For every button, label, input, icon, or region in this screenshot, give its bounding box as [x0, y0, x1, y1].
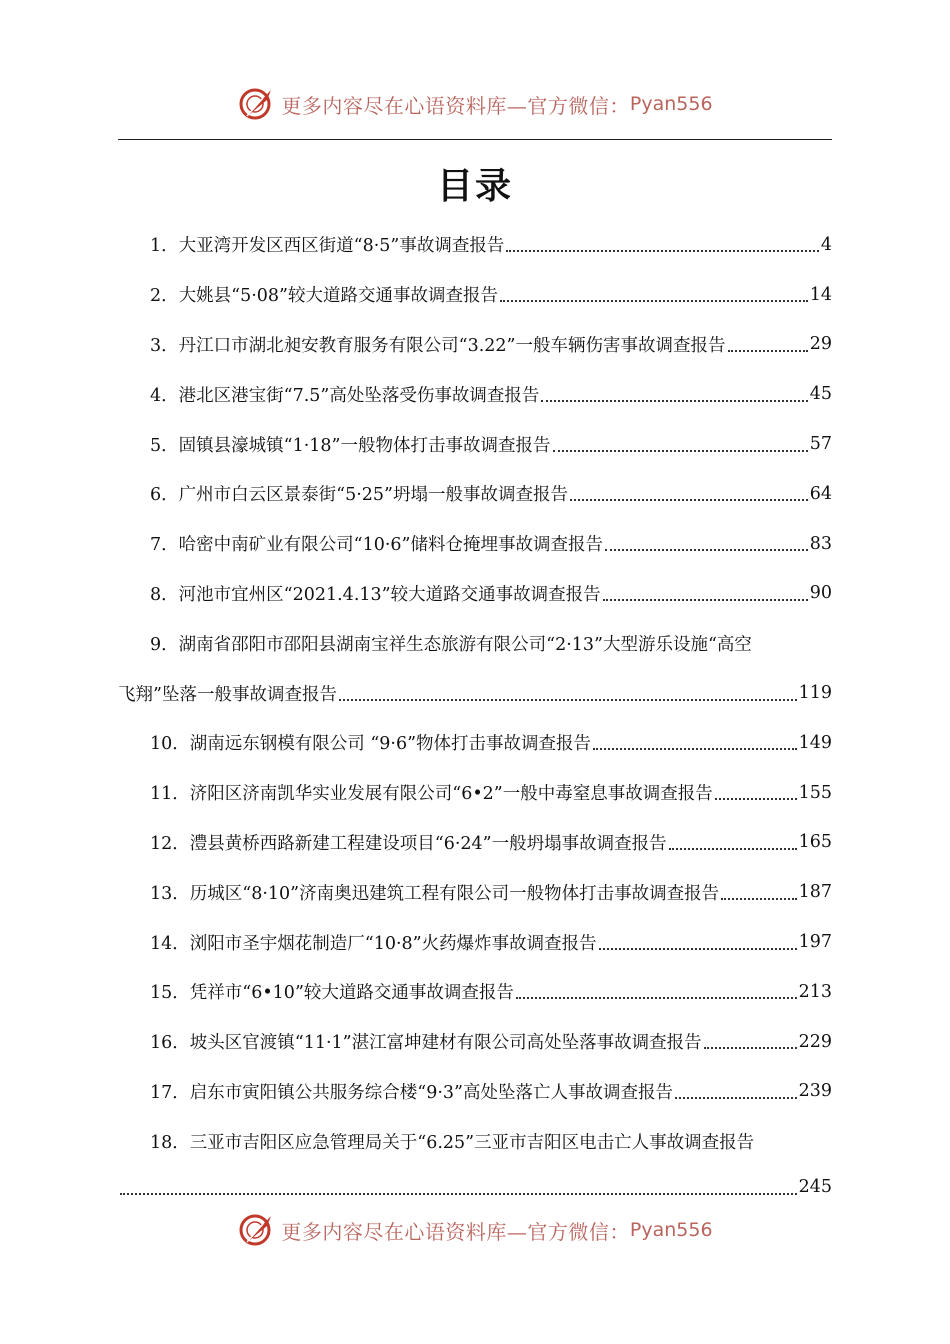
toc-entry[interactable]	[118, 1116, 832, 1166]
toc-page-number: 119	[798, 683, 832, 704]
header-banner-id: Pyan556	[629, 93, 713, 115]
toc-entry[interactable]	[118, 967, 832, 1017]
toc-leader-dots	[715, 797, 797, 800]
toc-page-number: 229	[798, 1031, 832, 1052]
header-banner-text: 更多内容尽在心语资料库—官方微信：	[281, 93, 630, 118]
toc-entry[interactable]	[118, 369, 832, 419]
toc-entry[interactable]	[118, 718, 832, 768]
toc-leader-dots	[593, 747, 797, 750]
toc-leader-dots	[704, 1046, 797, 1049]
toc-leader-dots	[675, 1096, 797, 1099]
toc-page-number: 57	[809, 434, 832, 455]
toc-entry[interactable]	[118, 270, 832, 320]
toc-entry[interactable]	[118, 917, 832, 967]
toc-entry-title-continued: 飞翔”坠落一般事故调查报告	[118, 684, 337, 705]
toc-page-number: 4	[820, 234, 832, 255]
toc-page-number: 239	[798, 1081, 832, 1102]
toc-entry-title: 13．历城区“8·10”济南奥迅建筑工程有限公司一般物体打击事故调查报告	[150, 883, 720, 904]
toc-page-number: 187	[798, 882, 832, 903]
toc-entry-title: 12．澧县黄桥西路新建工程建设项目“6·24”一般坍塌事故调查报告	[150, 833, 667, 854]
toc-entry[interactable]	[118, 818, 832, 868]
toc-leader-dots	[605, 548, 808, 551]
toc-entry-continuation[interactable]	[118, 1166, 832, 1208]
toc-entry-title: 2．大姚县“5·08”较大道路交通事故调查报告	[150, 286, 498, 307]
toc-entry-continuation[interactable]	[118, 668, 832, 718]
toc-entry-title: 14．浏阳市圣宇烟花制造厂“10·8”火药爆炸事故调查报告	[150, 933, 597, 954]
toc-page-number: 83	[809, 533, 832, 554]
footer-banner-text: 更多内容尽在心语资料库—官方微信：	[281, 1219, 630, 1244]
toc-entry-title: 16．坡头区官渡镇“11·1”湛江富坤建材有限公司高处坠落事故调查报告	[150, 1033, 702, 1054]
page-title: 目录	[436, 166, 513, 207]
toc-leader-dots	[669, 847, 797, 850]
toc-entry[interactable]	[118, 768, 832, 818]
toc-entry[interactable]	[118, 867, 832, 917]
toc-page-number: 29	[809, 334, 832, 355]
toc-entry[interactable]	[118, 569, 832, 619]
footer-banner-id: Pyan556	[629, 1219, 713, 1241]
toc-entry[interactable]	[118, 220, 832, 270]
table-of-contents	[118, 220, 832, 1208]
toc-entry-title: 7．哈密中南矿业有限公司“10·6”储料仓掩埋事故调查报告	[150, 535, 603, 556]
toc-page-number: 14	[809, 284, 832, 305]
toc-page-number: 155	[798, 782, 832, 803]
quill-logo-icon	[237, 84, 277, 124]
toc-entry-title: 1．大亚湾开发区西区街道“8·5”事故调查报告	[150, 236, 505, 257]
toc-leader-dots	[339, 698, 797, 701]
quill-logo-icon	[237, 1210, 277, 1250]
toc-page-number: 45	[809, 384, 832, 405]
toc-entry[interactable]	[118, 1017, 832, 1067]
toc-entry-title: 11．济阳区济南凯华实业发展有限公司“6•2”一般中毒窒息事故调查报告	[150, 784, 713, 805]
toc-page-number: 245	[798, 1177, 832, 1198]
toc-leader-dots	[500, 299, 808, 302]
toc-leader-dots	[553, 449, 808, 452]
toc-entry-title: 3．丹江口市湖北昶安教育服务有限公司“3.22”一般车辆伤害事故调查报告	[150, 335, 726, 356]
toc-entry-title: 18．三亚市吉阳区应急管理局关于“6.25”三亚市吉阳区电击亡人事故调查报告	[150, 1132, 755, 1153]
toc-page-number: 90	[809, 583, 832, 604]
toc-leader-dots	[516, 996, 797, 999]
toc-page-number: 213	[798, 981, 832, 1002]
toc-entry[interactable]	[118, 519, 832, 569]
toc-page-number: 149	[798, 732, 832, 753]
toc-page-number: 197	[798, 932, 832, 953]
toc-leader-dots	[570, 498, 808, 501]
toc-entry[interactable]	[118, 618, 832, 668]
toc-entry-title: 10．湖南远东钢模有限公司 “9·6”物体打击事故调查报告	[150, 734, 592, 755]
toc-page-number: 64	[809, 483, 832, 504]
toc-leader-dots	[506, 249, 819, 252]
toc-entry[interactable]	[118, 320, 832, 370]
toc-entry-title: 5．固镇县濠城镇“1·18”一般物体打击事故调查报告	[150, 435, 551, 456]
toc-entry[interactable]	[118, 1067, 832, 1117]
toc-entry[interactable]	[118, 469, 832, 519]
toc-entry-title: 6．广州市白云区景泰街“5·25”坍塌一般事故调查报告	[150, 485, 568, 506]
toc-leader-dots	[721, 897, 796, 900]
footer-banner	[0, 1208, 950, 1252]
toc-entry-title: 17．启东市寅阳镇公共服务综合楼“9·3”高处坠落亡人事故调查报告	[150, 1082, 673, 1103]
toc-entry-title: 8．河池市宜州区“2021.4.13”较大道路交通事故调查报告	[150, 584, 601, 605]
toc-leader-dots	[120, 1192, 797, 1195]
toc-entry-title: 9．湖南省邵阳市邵阳县湖南宝祥生态旅游有限公司“2·13”大型游乐设施“高空	[150, 634, 752, 655]
toc-entry[interactable]	[118, 419, 832, 469]
toc-page-number: 165	[798, 832, 832, 853]
toc-entry-title: 15．凭祥市“6•10”较大道路交通事故调查报告	[150, 983, 514, 1004]
toc-leader-dots	[599, 947, 797, 950]
header-rule	[118, 139, 832, 140]
toc-leader-dots	[603, 598, 808, 601]
toc-entry-title: 4．港北区港宝街“7.5”高处坠落受伤事故调查报告	[150, 385, 540, 406]
header-banner	[0, 82, 950, 126]
toc-leader-dots	[728, 349, 808, 352]
toc-leader-dots	[541, 399, 807, 402]
